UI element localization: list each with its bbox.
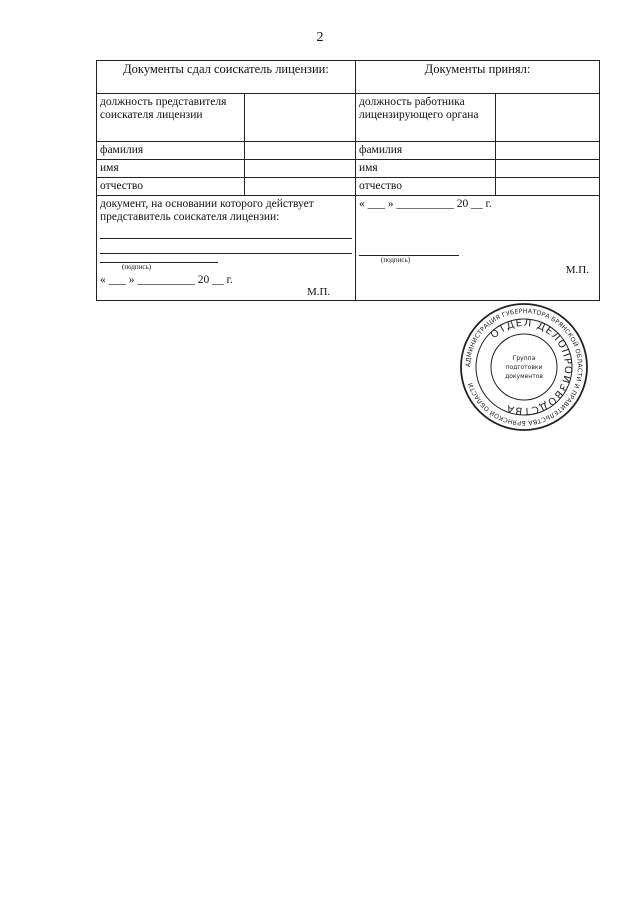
right-header: Документы принял: — [356, 61, 600, 94]
right-date-line: « ___ » __________ 20 __ г. — [359, 198, 492, 210]
left-signature-caption: (подпись) — [122, 263, 152, 271]
left-name-value — [245, 160, 356, 178]
document-transfer-table — [96, 60, 600, 301]
left-patronymic-value — [245, 178, 356, 196]
right-surname-label: фамилия — [356, 142, 496, 160]
right-mp-label: М.П. — [565, 264, 590, 276]
seal-inner-text: ОТДЕЛ ДЕЛОПРОИЗВОДСТВА — [488, 317, 574, 417]
seal-outer-text: АДМИНИСТРАЦИЯ ГУБЕРНАТОРА БРЯНСКОЙ ОБЛАСТИ И ПРАВИТЕЛЬСТВА БРЯНСКОЙ ОБЛАСТИ — [464, 307, 584, 427]
left-patronymic-label: отчество — [97, 178, 245, 196]
left-surname-label: фамилия — [97, 142, 245, 160]
seal-center-line-1: Группа — [512, 355, 536, 362]
left-position-label: должность представителя соискателя лицензии — [97, 94, 245, 142]
page-number: 2 — [316, 30, 324, 45]
right-surname-value — [496, 142, 600, 160]
left-mp-label: М.П. — [307, 286, 331, 298]
right-position-value — [496, 94, 600, 142]
seal-center-line-3: документов — [505, 373, 543, 380]
left-name-label: имя — [97, 160, 245, 178]
seal-center-line-2: подготовки — [505, 364, 543, 371]
seal-stamp — [459, 302, 589, 432]
basis-document-line-2 — [100, 239, 352, 254]
right-patronymic-label: отчество — [356, 178, 496, 196]
right-signature-caption: (подпись) — [381, 256, 411, 264]
right-bottom-cell — [356, 196, 600, 301]
right-name-label: имя — [356, 160, 496, 178]
left-bottom-cell — [97, 196, 356, 301]
left-surname-value — [245, 142, 356, 160]
basis-document-label: документ, на основании которого действует представитель соискателя лицензии: — [100, 198, 314, 223]
right-name-value — [496, 160, 600, 178]
left-header: Документы сдал соискатель лицензии: — [97, 61, 356, 94]
right-patronymic-value — [496, 178, 600, 196]
seal-stamp-icon — [459, 302, 589, 432]
left-position-value — [245, 94, 356, 142]
left-date-line: « ___ » __________ 20 __ г. — [100, 274, 233, 286]
basis-document-line-1 — [100, 224, 352, 239]
right-position-label: должность работника лицензирующего органа — [356, 94, 496, 142]
